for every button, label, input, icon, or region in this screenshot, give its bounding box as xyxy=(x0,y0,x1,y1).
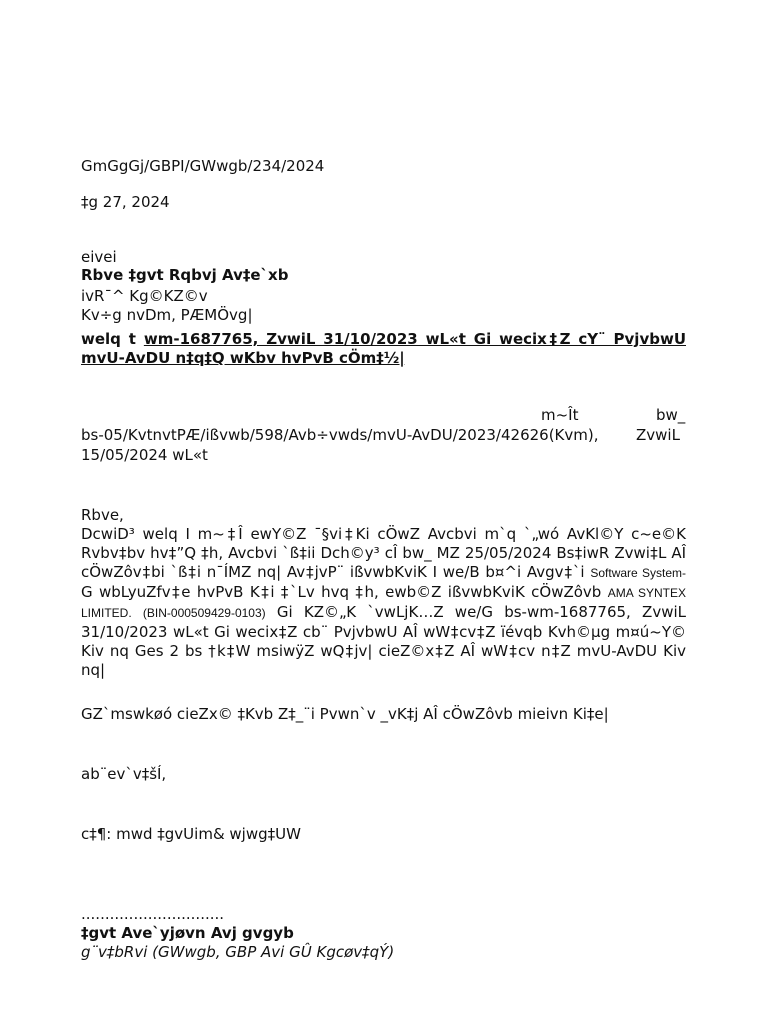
salutation: Rbve, xyxy=(81,506,124,524)
sign-off: ab¨ev`v‡šÍ, xyxy=(81,765,167,783)
body-line: 31/10/2023 wL«t Gi wecix‡Z cb¨ PvjvbwU AÎ wW‡cv‡Z ïévqb Kvh©µg m¤ú~Y© xyxy=(81,623,686,641)
body-line: Kiv nq Ges 2 bs †k‡W msiwÿZ wQ‡jv| cieZ©x‡Z AÎ wW‡cv n‡Z mvU-AvDU Kiv xyxy=(81,642,686,660)
body-line xyxy=(81,603,686,623)
body-line: DcwiD³ welq I m~‡Î ewY©Z ¯§vi‡Ki cÖwZ Avcbvi m`q `„wó AvKl©Y c~e©K xyxy=(81,525,686,543)
signatory-name: ‡gvt Ave`yjøvn Avj gvgyb xyxy=(81,924,294,942)
company-name-text: AMA SYNTEX xyxy=(607,586,686,600)
body-line-4-text: G wbLyuZfv‡e hvPvB K‡i ‡`Lv hvq ‡h, ewb©Z ißvwbKviK cÖwZôvb xyxy=(81,583,602,601)
signature-dotted-line: .............................. xyxy=(81,905,225,923)
closing-request: GZ`mswkøó cieZx© ‡Kvb Z‡_¨i Pvwn`v _vK‡j AÎ cÖwZôvb mieivn Ki‡e| xyxy=(81,705,609,723)
letter-date: ‡g 27, 2024 xyxy=(81,193,170,211)
recipient-address: Kv÷g nvDm, PÆMÖvg| xyxy=(81,306,253,324)
reference-line-2-right: ZvwiL xyxy=(636,426,680,444)
subject-line-1 xyxy=(81,330,686,349)
subject-text-1: wm-1687765, ZvwiL 31/10/2023 wL«t Gi wecix‡Z cY¨ PvjvbwU xyxy=(143,330,686,348)
to-prefix: eivei xyxy=(81,248,117,266)
body-paragraph xyxy=(81,525,686,680)
signatory-title: g¨v‡bRvi (GWwgb, GBP Avi GÛ Kgcøv‡qÝ) xyxy=(81,943,395,961)
subject-label: welq t xyxy=(81,330,136,348)
body-line xyxy=(81,563,686,583)
body-line: nq| xyxy=(81,661,106,679)
body-line xyxy=(81,583,686,603)
subject-block xyxy=(81,330,686,368)
bin-number: (BIN-000509429-0103) xyxy=(142,606,266,620)
reference-line-2-left: bs-05/KvtnvtPÆ/ißvwb/598/Avb÷vwds/mvU-AvDU/2023/42626(Kvm), xyxy=(81,426,599,444)
letter-page xyxy=(81,0,686,1024)
recipient-name: Rbve ‡gvt Rqbvj Av‡e`xb xyxy=(81,266,289,284)
limited-text: LIMITED. xyxy=(81,606,132,620)
reference-number: GmGgGj/GBPI/GWwgb/234/2024 xyxy=(81,157,325,175)
reference-right-1: m~Ît xyxy=(541,406,579,424)
recipient-title: ivR¯^ Kg©KZ©v xyxy=(81,287,208,305)
body-line-5-tail: Gi KZ©„K `vwLjK…Z we/G bs-wm-1687765, ZvwiL xyxy=(276,603,686,621)
enclosure-line: c‡¶: mwd ‡gvUim& wjwg‡UW xyxy=(81,825,301,843)
software-system-text: Software System- xyxy=(590,566,686,580)
subject-line-2: mvU-AvDU n‡q‡Q wKbv hvPvB cÖm‡½| xyxy=(81,349,405,367)
reference-right-2: bw_ xyxy=(656,406,686,424)
body-line: Rvbv‡bv hv‡”Q ‡h, Avcbvi `ß‡ii Dch©y³ cÎ bw_ MZ 25/05/2024 Bs‡iwR Zvwi‡L AÎ xyxy=(81,544,686,562)
reference-line-3: 15/05/2024 wL«t xyxy=(81,446,208,464)
body-line-3-text: cÖwZôv‡bi `ß‡i n¯ÍMZ nq| Av‡jvP¨ ißvwbKviK I we/B b¤^i Avgv‡`i xyxy=(81,563,585,581)
